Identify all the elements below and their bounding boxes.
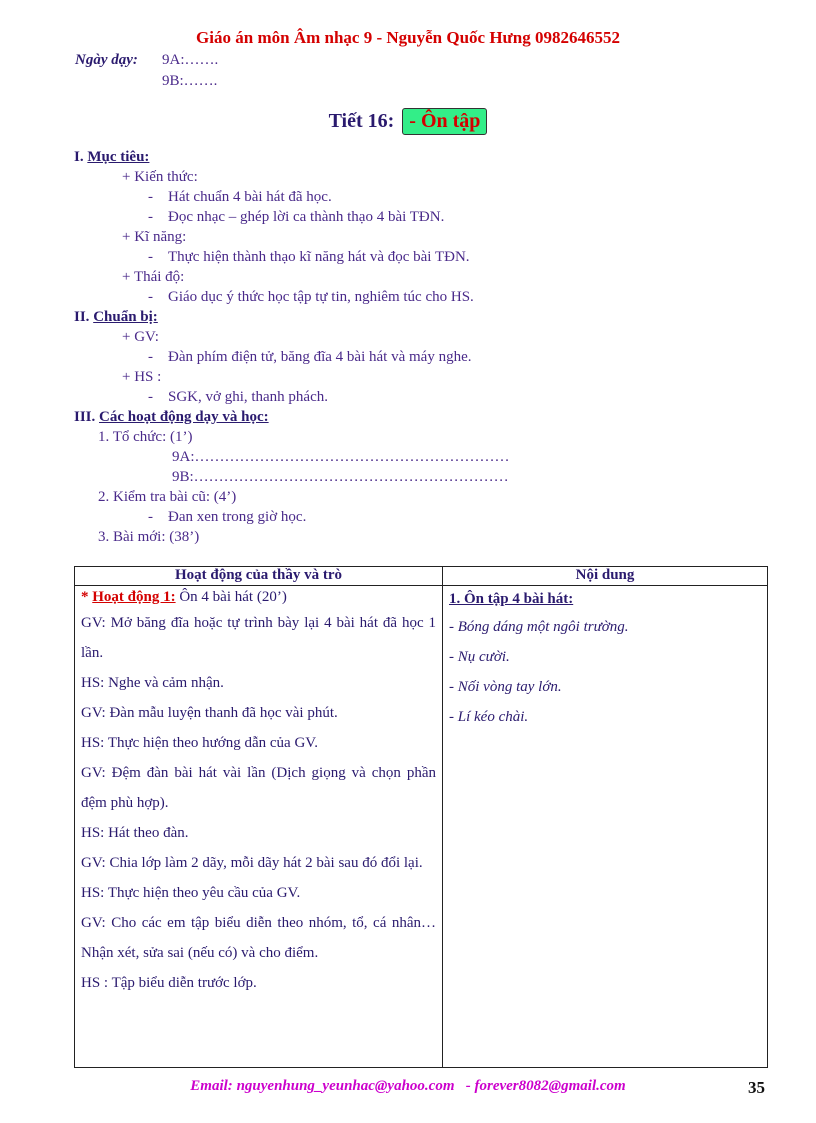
section-3-heading xyxy=(74,409,269,426)
section-2-title: Chuẩn bị: xyxy=(93,309,158,325)
song-item: - Bóng dáng một ngôi trường. xyxy=(449,619,629,635)
song-item: - Lí kéo chài. xyxy=(449,709,529,725)
org-item: 1. Tổ chức: (1’) xyxy=(98,429,193,445)
footer-email-2[interactable]: - forever8082@gmail.com xyxy=(465,1078,626,1094)
song-item: - Nối vòng tay lớn. xyxy=(449,679,562,695)
footer-email-label: Email: xyxy=(190,1078,233,1094)
section-3-title: Các hoạt động dạy và học: xyxy=(99,409,269,425)
lesson-title xyxy=(0,108,816,135)
list-item: - Đan xen trong giờ học. xyxy=(148,509,307,525)
skill-label: + Kĩ năng: xyxy=(122,229,187,245)
check-item: 2. Kiểm tra bài cũ: (4’) xyxy=(98,489,237,505)
page-number: 35 xyxy=(748,1078,765,1097)
lesson-badge: - Ôn tập xyxy=(402,108,487,135)
list-item: - Đàn phím điện tử, băng đĩa 4 bài hát và máy nghe. xyxy=(148,349,472,365)
section-2-heading xyxy=(74,309,158,326)
activity-table xyxy=(74,566,768,1068)
org-class-a: 9A:……………………………………………………… xyxy=(172,449,510,465)
gv-label: + GV: xyxy=(122,329,159,345)
activity-line: GV: Mở băng đĩa hoặc tự trình bày lại 4 bài hát đã học 1 lần. xyxy=(81,615,436,661)
activity-cell xyxy=(75,586,443,1068)
list-item: - Thực hiện thành thạo kĩ năng hát và đọc bài TĐN. xyxy=(148,249,470,265)
section-1-title: Mục tiêu: xyxy=(87,149,150,165)
table-header-content: Nội dung xyxy=(443,567,768,586)
document-header: Giáo án môn Âm nhạc 9 - Nguyễn Quốc Hưng 0982646552 xyxy=(196,28,620,47)
activity-line: HS : Tập biểu diễn trước lớp. xyxy=(81,975,257,991)
list-item: - SGK, vở ghi, thanh phách. xyxy=(148,389,328,405)
section-1-num: I. xyxy=(74,149,84,165)
activity-line: GV: Đệm đàn bài hát vài lần (Dịch giọng và chọn phần đệm phù hợp). xyxy=(81,765,436,811)
activity-line: GV: Đàn mẫu luyện thanh đã học vài phút. xyxy=(81,705,338,721)
knowledge-label: + Kiến thức: xyxy=(122,169,198,185)
date-label: Ngày dạy: xyxy=(75,52,138,68)
footer xyxy=(0,1078,816,1095)
hs-label: + HS : xyxy=(122,369,162,385)
activity-line: HS: Nghe và cảm nhận. xyxy=(81,675,224,691)
table-header-activity: Hoạt động của thầy và trò xyxy=(75,567,443,586)
activity-line: HS: Thực hiện theo yêu cầu của GV. xyxy=(81,885,301,901)
activity-line: HS: Thực hiện theo hướng dẫn của GV. xyxy=(81,735,318,751)
section-3-num: III. xyxy=(74,409,96,425)
section-1-heading xyxy=(74,149,149,166)
footer-email-1[interactable]: nguyenhung_yeunhac@yahoo.com xyxy=(236,1078,455,1094)
content-heading: 1. Ôn tập 4 bài hát: xyxy=(449,591,574,607)
lesson-prefix: Tiết 16: xyxy=(328,110,395,132)
attitude-label: + Thái độ: xyxy=(122,269,185,285)
section-2-num: II. xyxy=(74,309,90,325)
activity-line: GV: Cho các em tập biểu diễn theo nhóm, tổ, cá nhân… Nhận xét, sửa sai (nếu có) và cho điểm. xyxy=(81,915,436,961)
date-class-b: 9B:……. xyxy=(162,73,218,89)
list-item: - Đọc nhạc – ghép lời ca thành thạo 4 bài TĐN. xyxy=(148,209,445,225)
song-item: - Nụ cười. xyxy=(449,649,510,665)
new-lesson-item: 3. Bài mới: (38’) xyxy=(98,529,200,545)
date-class-a: 9A:……. xyxy=(162,52,219,68)
list-item: - Hát chuẩn 4 bài hát đã học. xyxy=(148,189,332,205)
content-cell xyxy=(443,586,768,1068)
activity-line: GV: Chia lớp làm 2 dãy, mỗi dãy hát 2 bài sau đó đổi lại. xyxy=(81,855,423,871)
activity-line: HS: Hát theo đàn. xyxy=(81,825,189,841)
activity-heading: * Hoạt động 1: Ôn 4 bài hát (20’) xyxy=(81,589,287,605)
org-class-b: 9B:……………………………………………………… xyxy=(172,469,509,485)
activity-heading-title: Hoạt động 1: xyxy=(92,589,176,605)
list-item: - Giáo dục ý thức học tập tự tin, nghiêm túc cho HS. xyxy=(148,289,474,305)
